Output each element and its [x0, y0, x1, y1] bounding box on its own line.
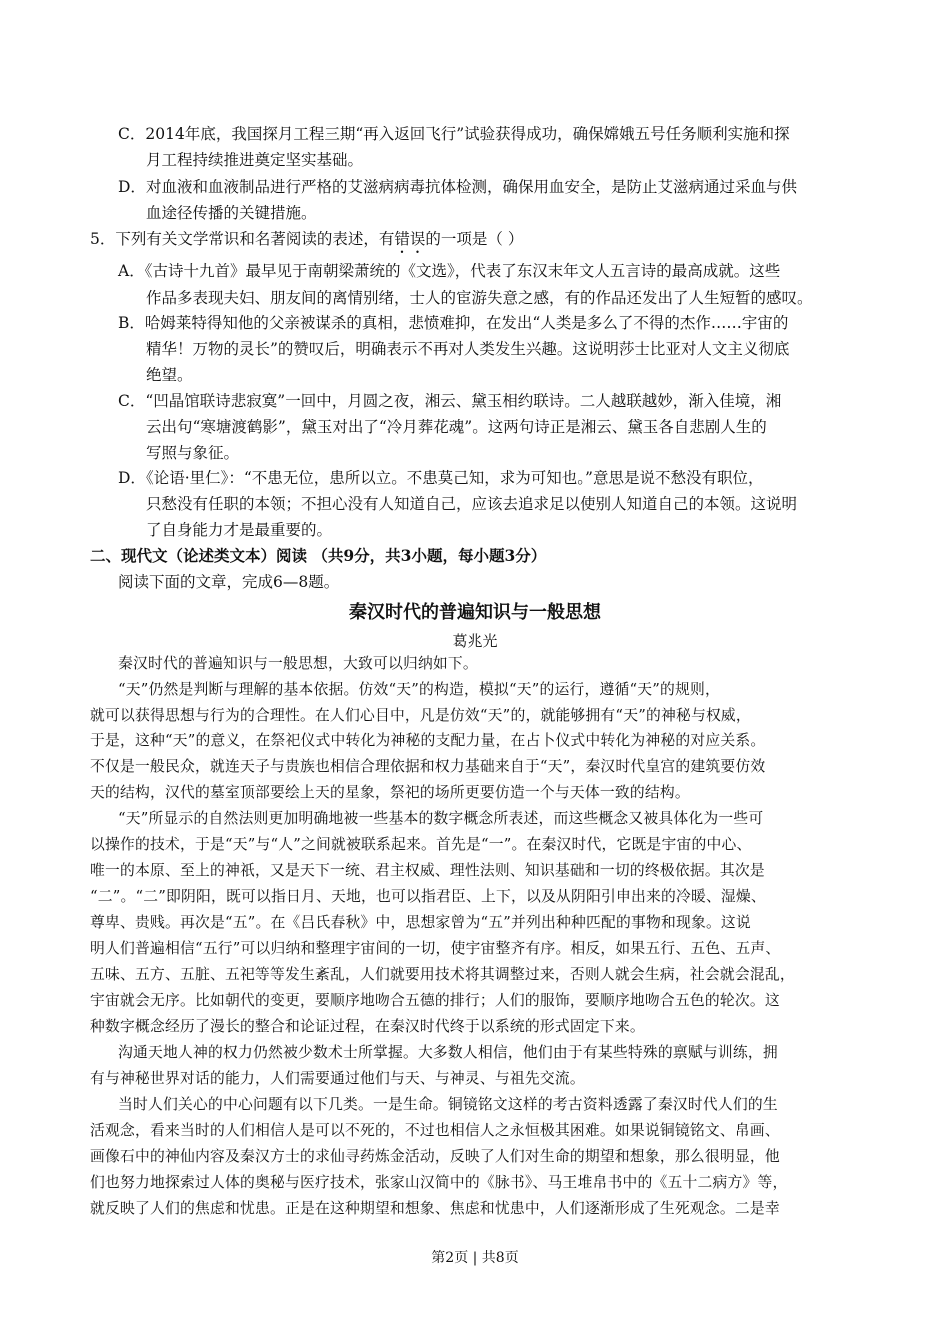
article-line: 不仅是一般民众，就连天子与贵族也相信合理依据和权力基础来自于“天”，秦汉时代皇宫的建筑要仿效	[90, 758, 766, 775]
article-line: 五味、五方、五脏、五祀等等发生紊乱，人们就要用技术将其调整过来，否则人就会生病，社会就会混乱，	[90, 966, 795, 983]
article-line: 画像石中的神仙内容及秦汉方士的求仙寻药炼金活动，反映了人们对生命的期望和想象，那么很明显，他	[90, 1148, 780, 1165]
option-c-line1: C．2014年底，我国探月工程三期“再入返回飞行”试验获得成功，确保嫦娥五号任务顺利实施和探	[118, 125, 790, 143]
q5-option-c-label: C．	[118, 392, 146, 410]
q5-option-c-line2: 云出句“寒塘渡鹤影”，黛玉对出了“冷月葬花魂”。这两句诗正是湘云、黛玉各自悲剧人生的	[146, 418, 767, 436]
page-footer: 第2页 | 共8页	[431, 1250, 519, 1266]
option-d-line2: 血途径传播的关键措施。	[146, 204, 317, 222]
article-line: 就反映了人们的焦虑和忧患。正是在这种期望和想象、焦虑和忧患中，人们逐渐形成了生死观念。二是幸	[90, 1200, 780, 1217]
option-c-label: C．	[118, 125, 146, 143]
q5-option-c-line1: C．“凹晶馆联诗悲寂寞”一回中，月圆之夜，湘云、黛玉相约联诗。二人越联越妙，渐入佳境，湘	[118, 392, 782, 410]
article-line: 于是，这种“天”的意义，在祭祀仪式中转化为神秘的支配力量，在占卜仪式中转化为神秘的对应关系。	[90, 732, 766, 749]
article-line: 明人们普遍相信“五行”可以归纳和整理宇宙间的一切，使宇宙整齐有序。相反，如果五行、五色、五声、	[90, 940, 781, 957]
section-2-heading: 二、现代文（论述类文本）阅读 （共9分，共3小题，每小题3分）	[90, 546, 547, 565]
q5-option-b-line1: B．哈姆莱特得知他的父亲被谋杀的真相，悲愤难抑，在发出“人类是多么了不得的杰作……宇宙的	[118, 314, 789, 332]
option-c-line2: 月工程持续推进奠定坚实基础。	[146, 151, 364, 169]
article-line: 就可以获得思想与行为的合理性。在人们心目中，凡是仿效“天”的，就能够拥有“天”的神秘与权威，	[90, 707, 751, 724]
article-author: 葛兆光	[452, 632, 498, 650]
q5-option-b-label: B．	[118, 314, 145, 332]
article-line: 天的结构，汉代的墓室顶部要绘上天的星象，祭祀的场所更要仿造一个与天体一致的结构。	[90, 784, 690, 801]
q5-option-d-line2: 只愁没有任职的本领；不担心没有人知道自己，应该去追求足以使别人知道自己的本领。这说明	[146, 495, 798, 513]
article-title: 秦汉时代的普遍知识与一般思想	[349, 602, 601, 623]
q5-option-b-line2: 精华！万物的灵长”的赞叹后，明确表示不再对人类发生兴趣。这说明莎士比亚对人文主义彻底	[146, 340, 790, 358]
article-line: 们也努力地探索过人体的奥秘与医疗技术，张家山汉简中的《脉书》、马王堆帛书中的《五十二病方》等，	[90, 1174, 788, 1191]
article-line: 唯一的本原、至上的神祇，又是天下一统、君主权威、理性法则、知识基础和一切的终极依据。其次是	[90, 862, 765, 879]
article-line: 沟通天地人神的权力仍然被少数术士所掌握。大多数人相信，他们由于有某些特殊的禀赋与训练，拥	[118, 1044, 778, 1061]
emphasis-word: 错误	[394, 230, 426, 248]
q5-option-a-line2: 作品多表现夫妇、朋友间的离情别绪，士人的宦游失意之感，有的作品还发出了人生短暂的感叹。	[146, 289, 813, 307]
article-line: 以操作的技术，于是“天”与“人”之间就被联系起来。首先是“一”。在秦汉时代，它既是宇宙的中心、	[90, 836, 752, 853]
article-line: 有与神秘世界对话的能力，人们需要通过他们与天、与神灵、与祖先交流。	[90, 1070, 585, 1087]
article-line: “天”仍然是判断与理解的基本依据。仿效“天”的构造，模拟“天”的运行，遵循“天”的规则，	[118, 681, 721, 698]
q5-option-d-line3: 了自身能力才是最重要的。	[146, 521, 333, 539]
section-2-instruction: 阅读下面的文章，完成6—8题。	[118, 573, 340, 591]
question-5-stem: 5．下列有关文学常识和名著阅读的表述，有错误的一项是（ ）	[90, 230, 524, 248]
article-line: 当时人们关心的中心问题有以下几类。一是生命。铜镜铭文这样的考古资料透露了秦汉时代人们的生	[118, 1096, 778, 1113]
q5-option-d-label: D．	[118, 469, 146, 487]
article-line: 宇宙就会无序。比如朝代的变更，要顺序地吻合五德的排行；人们的服饰，要顺序地吻合五色的轮次。这	[90, 992, 780, 1009]
q5-option-a-label: A．	[118, 262, 145, 280]
article-line: 活观念，看来当时的人们相信人是可以不死的，不过也相信人之永恒极其困难。如果说铜镜铭文、帛画、	[90, 1122, 780, 1139]
article-line: “二”。“二”即阴阳，既可以指日月、天地，也可以指君臣、上下，以及从阴阳引申出来的冷暖、湿燥、	[90, 888, 766, 905]
option-d-label: D．	[118, 178, 146, 196]
option-d-line1: D．对血液和血液制品进行严格的艾滋病病毒抗体检测，确保用血安全，是防止艾滋病通过采血与供	[118, 178, 797, 196]
q5-option-d-line1: D．《论语·里仁》：“不患无位，患所以立。不患莫己知，求为可知也。”意思是说不愁没有职位，	[118, 469, 764, 487]
q5-option-b-line3: 绝望。	[146, 366, 193, 384]
q5-option-a-line1: A．《古诗十九首》最早见于南朝梁萧统的《文选》，代表了东汉末年文人五言诗的最高成就。这些	[118, 262, 781, 280]
article-line: 秦汉时代的普遍知识与一般思想，大致可以归纳如下。	[118, 655, 478, 672]
article-line: “天”所显示的自然法则更加明确地被一些基本的数字概念所表述，而这些概念又被具体化为一些可	[118, 810, 764, 827]
article-line: 尊卑、贵贱。再次是“五”。在《吕氏春秋》中，思想家曾为“五”并列出种种匹配的事物和现象。这说	[90, 914, 751, 931]
q5-option-c-line3: 写照与象征。	[146, 444, 240, 462]
article-line: 种数字概念经历了漫长的整合和论证过程，在秦汉时代终于以系统的形式固定下来。	[90, 1018, 645, 1035]
